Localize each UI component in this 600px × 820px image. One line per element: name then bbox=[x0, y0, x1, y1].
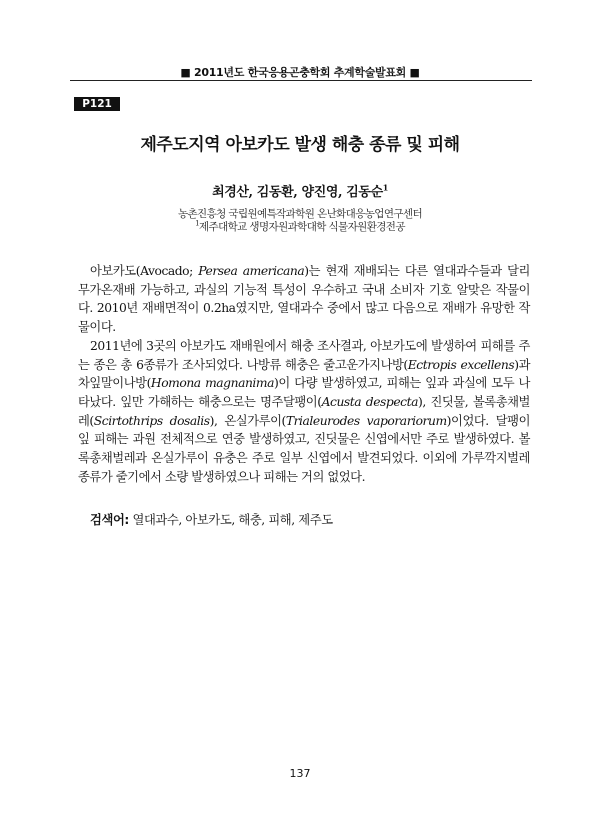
affiliation-2 bbox=[70, 219, 530, 234]
keywords bbox=[90, 510, 530, 528]
p2-text-c: )이 다량 발생하였고, 피해는 잎과 과실에 모두 나타났다. 잎만 가해하는 해충으로는 명주달팽이( bbox=[78, 376, 530, 409]
scientific-name: Ectropis excellens bbox=[407, 357, 515, 372]
author-list bbox=[70, 181, 530, 200]
scientific-name: Trialeurodes vaporariorum bbox=[285, 413, 447, 428]
keywords-label: 검색어: bbox=[90, 513, 129, 527]
abstract-body bbox=[78, 262, 530, 486]
keywords-text: 열대과수, 아보카도, 해충, 피해, 제주도 bbox=[128, 513, 333, 527]
p2-text-a: 2011년에 3곳의 아보카도 재배원에서 해충 조사결과, 아보카도에 발생하여 피해를 주는 종은 총 6종류가 조사되었다. 나방류 해충은 줄고운가지나방( bbox=[78, 338, 530, 372]
scientific-name: Persea americana bbox=[198, 264, 305, 278]
p2-text-f: )이었다. 달팽이 잎 피해는 과원 전체적으로 연중 발생하였고, 진딧물은 신엽에서만 주로 발생하였다. 볼록총채벌레과 온실가루이 유충은 주로 일부 신엽에서 발견되었다. 이외에 가루깍지벌레 종류가 줄기에서 소량 발생하였으나 피해는 거의 없었다. bbox=[78, 413, 531, 484]
affiliation-1-text: 농촌진흥청 국립원예특작과학원 온난화대응농업연구센터 bbox=[177, 208, 423, 220]
page-number: 137 bbox=[289, 767, 311, 780]
author-affil-marker: 1 bbox=[382, 182, 388, 193]
affiliation-2-text: 제주대학교 생명자원과학대학 식물자원환경전공 bbox=[198, 221, 405, 233]
header-rule bbox=[70, 80, 532, 81]
affiliation-2-marker: 1 bbox=[195, 219, 199, 228]
p2-text-d: ), 진딧물, 볼록총채벌레( bbox=[78, 394, 530, 428]
scientific-name: Scirtothrips dosalis bbox=[93, 413, 210, 428]
author-names: 최경산, 김동환, 양진영, 김동순 bbox=[212, 185, 383, 200]
p2-text-b: )과 차잎말이나방( bbox=[78, 357, 530, 391]
abstract-paragraph-2 bbox=[78, 337, 530, 487]
poster-id-badge: P121 bbox=[74, 97, 120, 111]
paper-title: 제주도지역 아보카도 발생 해충 종류 및 피해 bbox=[140, 135, 460, 155]
scientific-name: Acusta despecta bbox=[321, 394, 418, 409]
p1-text-b: )는 현재 재배되는 다른 열대과수들과 달리 무가온재배 가능하고, 과실의 기능적 특성이 우수하고 국내 소비자 기호 알맞은 작물이다. 2010년 재배면적이 0.2ha였지만, 열대과수 중에서 많고 다음으로 재배가 유망한 작물이다. bbox=[78, 264, 530, 335]
conference-header: ■ 2011년도 한국응용곤충학회 추계학술발표회 ■ bbox=[180, 66, 420, 79]
scientific-name: Homona magnanima bbox=[150, 376, 275, 391]
abstract-paragraph-1 bbox=[78, 262, 530, 337]
p1-text-a: 아보카도(Avocado; bbox=[90, 264, 199, 278]
p2-text-e: ), 온실가루이( bbox=[209, 413, 286, 428]
